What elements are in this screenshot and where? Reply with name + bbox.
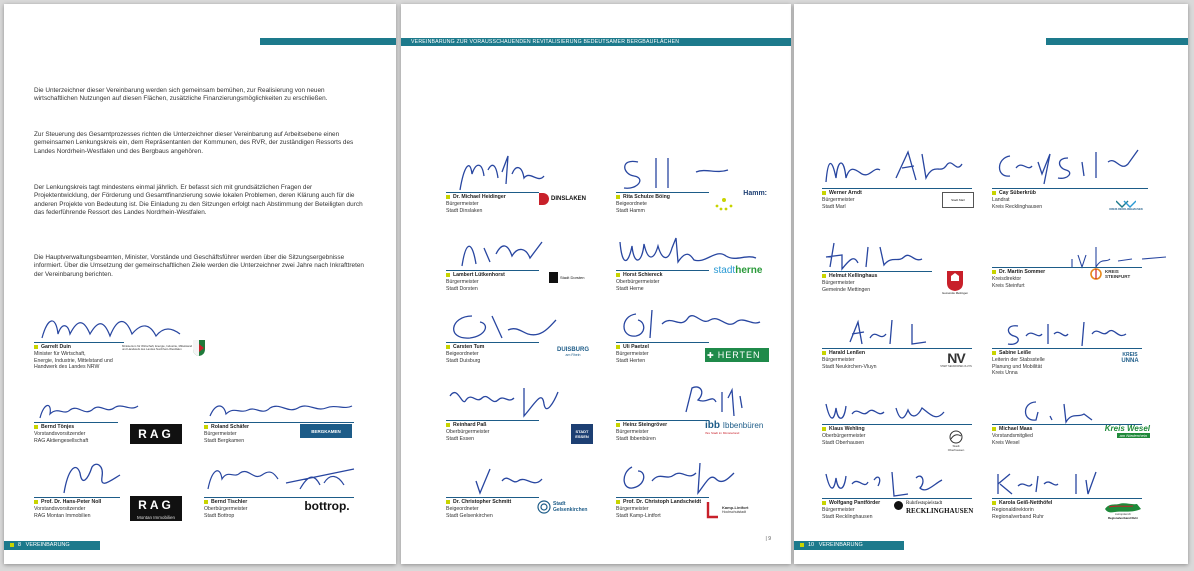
signature-block-maas: Michael Maas Vorstandsmitglied Kreis Wesel (992, 394, 1152, 458)
gelsenkirchen-rings-icon (537, 500, 551, 514)
document-page-9 (401, 4, 791, 564)
kreis-recklinghausen-waves-icon (1116, 198, 1136, 208)
signature-block-pass: Reinhard Paß Oberbürgermeister Stadt Essen (446, 382, 576, 442)
handwritten-signature (992, 144, 1152, 188)
bergkamen-logo: BERGKAMEN (300, 424, 352, 438)
handwritten-signature (616, 459, 766, 499)
handwritten-signature (204, 459, 364, 495)
signature-block-schaefer: Roland Schäfer Bürgermeister Stadt Bergkamen (204, 396, 364, 446)
recklinghausen-mask-icon (894, 501, 903, 510)
hamm-dots-icon (713, 194, 735, 212)
kamp-lintfort-logo: Kamp-Lintfort Hochschulstadt (706, 500, 768, 520)
signature-block-tum: Carsten Tum Beigeordneter Stadt Duisburg (446, 304, 576, 364)
signature-block-sommer: Dr. Martin Sommer Kreisdirektor Kreis Steinfurt (992, 239, 1172, 303)
top-accent-bar (260, 38, 396, 45)
paragraph-3: Der Lenkungskreis tagt mindestens einmal jährlich. Er befasst sich mit grundsätzlichen Fragen der Projektentwicklung, der Förderung und Gesamtfinanzierung sowie lokalen Problemen, deren Klärung auch für die anderen Projekte von Bedeutung ist. Die Einladung zu den Sitzungen erfolgt nach Abstimmung der Beteiligten durch das federführende Ressort des Landes Nordrhein-Westfalen. (34, 184, 363, 216)
handwritten-signature (822, 144, 972, 188)
paragraph-2: Zur Steuerung des Gesamtprozesses richten die Unterzeichner dieser Vereinbarung auf Arbeitsebene einen gemeinsamen Lenkungskreis ein, dem Repräsentanten der Kommunen, des RVR, der zuständigen Ressorts des Landes Nordrhein-Westfalen und des Bergbaus angehören. (34, 131, 354, 155)
oberhausen-swirl-icon (948, 430, 964, 444)
signatory-name: Garrelt Duin (34, 344, 113, 351)
signature-block-toenjes: Bernd Tönjes Vorstandsvorsitzender RAG Aktiengesellschaft (34, 396, 134, 446)
signature-block-kellinghaus: Helmut Kellinghaus Bürgermeister Gemeinde Mettingen (822, 239, 972, 303)
metropoleruhr-map-icon (1103, 501, 1143, 513)
signature-block-tischler: Bernd Tischler Oberbürgermeister Stadt Bottrop (204, 459, 364, 521)
ibbenbueren-logo: ibb Ibbenbüren Ihre Stadt im Münsterland (705, 419, 764, 435)
dorsten-logo: Stadt Dorsten (549, 270, 589, 284)
signature-block-steingroever: Heinz Steingröver Bürgermeister Stadt Ibbenbüren (616, 382, 766, 442)
signature-block-schulze-boeing: Rita Schulze Böing Beigeordnete Stadt Hamm (616, 154, 766, 214)
dinslaken-icon (539, 193, 549, 205)
kamp-lintfort-icon (706, 501, 720, 519)
signature-block-luetkenhorst: Lambert Lütkenhorst Bürgermeister Stadt Dorsten (446, 232, 576, 292)
kreis-wesel-logo: Kreis Wesel am Niederrhein (1104, 424, 1150, 438)
dorsten-crest-icon (549, 272, 558, 283)
regionalverband-ruhr-logo: metropoleruhr Regionalverband Ruhr (1099, 498, 1147, 522)
mettingen-crest-icon (947, 271, 963, 291)
kreis-recklinghausen-logo: KREIS RECKLINGHAUSEN (1106, 194, 1146, 214)
signature-block-sueberkrueb: Cay Süberkrüb Landrat Kreis Recklinghausen (992, 144, 1152, 214)
hamm-logo: Hamm: (711, 190, 767, 214)
herten-logo: ✚ HERTEN (705, 348, 769, 362)
handwritten-signature (822, 394, 972, 428)
signature-block-heidinger: Dr. Michael Heidinger Bürgermeister Stadt Dinslaken (446, 154, 576, 214)
herten-cross-icon: ✚ (707, 350, 715, 360)
duisburg-logo: DUISBURG am Rhein (556, 347, 589, 357)
ministry-logo: Ministerium für Wirtschaft, Energie, Industrie, Mittelstand und Handwerk des Landes Nordrhein-Westfalen (122, 343, 193, 351)
signature-block-schmitt: Dr. Christopher Schmitt Beigeordneter Stadt Gelsenkirchen (446, 459, 576, 519)
recklinghausen-logo: Ruhrfestspielstadt RECKLINGHAUSEN (894, 498, 984, 518)
essen-logo: STADT ESSEN (571, 424, 593, 444)
document-page-10 (794, 4, 1188, 564)
bottrop-logo: bottrop. (304, 499, 350, 513)
handwritten-signature (446, 459, 576, 499)
handwritten-signature (616, 382, 766, 422)
signature-block-wehling: Klaus Wehling Oberbürgermeister Stadt Oberhausen (822, 394, 972, 458)
signature-block-paetzel: Uli Paetzel Bürgermeister Stadt Herten (616, 304, 766, 364)
marl-logo: Stadt Marl (942, 192, 974, 208)
rag-montan-logo: RAG (130, 496, 182, 514)
document-page-8 (4, 4, 396, 564)
handwritten-signature (204, 396, 354, 424)
handwritten-signature (446, 382, 586, 422)
signature-block-schiereck: Horst Schiereck Oberbürgermeister Stadt Herne (616, 232, 766, 292)
gelsenkirchen-logo: Stadt Gelsenkirchen (537, 498, 595, 516)
signature-block-arndt: Werner Arndt Bürgermeister Stadt Marl (822, 144, 972, 214)
neukirchen-vluyn-logo: NV STADT NEUKIRCHEN-VLUYN (940, 349, 972, 368)
signature-block-leisse: Sabine Leiße Leiterin der Stabsstelle Planung und Mobilität Kreis Unna (992, 316, 1152, 386)
handwritten-signature (992, 466, 1142, 500)
mettingen-logo: Gemeinde Mettingen (939, 268, 971, 298)
kreis-unna-logo: KREIS UNNA (1121, 352, 1139, 364)
page-footer: 8 VEREINBARUNG (10, 541, 70, 550)
kreis-steinfurt-logo: KREIS STEINFURT (1089, 266, 1149, 282)
steinfurt-sun-icon (1089, 267, 1103, 281)
handwritten-signature (446, 304, 586, 344)
paragraph-1: Die Unterzeichner dieser Vereinbarung werden sich gemeinsam bemühen, zur Realisierung von neuen wirtschaftlichen Nutzungen auf diesen Flächen, zusätzliche Finanzierungsmöglichkeiten zu erschließen. (34, 87, 328, 103)
dinslaken-logo: DINSLAKEN (539, 192, 593, 206)
rag-logo: RAG (130, 424, 182, 444)
page-number: | 9 (765, 536, 771, 542)
signature-block-duin: Garrelt Duin Minister für Wirtschaft, Energie, Industrie, Mittelstand und Handwerk des Landes NRW (34, 312, 194, 382)
handwritten-signature (822, 316, 972, 350)
handwritten-signature (446, 232, 576, 272)
handwritten-signature (992, 316, 1142, 350)
handwritten-signature (446, 154, 576, 194)
page-footer: 10 VEREINBARUNG (800, 541, 863, 550)
handwritten-signature (34, 396, 144, 424)
running-header: VEREINBARUNG ZUR VORAUSSCHAUENDEN REVITALISIERUNG BEDEUTSAMER BERGBAUFLÄCHEN (411, 39, 680, 45)
handwritten-signature (616, 154, 766, 194)
signature-block-geiss-netthoefel: Karola Geiß-Netthöfel Regionaldirektorin Regionalverband Ruhr (992, 466, 1152, 530)
handwritten-signature (822, 466, 972, 500)
nrw-emblem-icon (192, 340, 206, 356)
oberhausen-logo: Stadt Oberhausen (944, 428, 968, 454)
signature-block-pantfoerder: Wolfgang Pantförder Bürgermeister Stadt Recklinghausen (822, 466, 992, 530)
top-accent-bar (1046, 38, 1188, 45)
signature-block-lenssen: Harald Lenßen Bürgermeister Stadt Neukirchen-Vluyn (822, 316, 972, 380)
handwritten-signature (616, 304, 766, 344)
paragraph-4: Die Hauptverwaltungsbeamten, Minister, Vorstände und Geschäftsführer werden über die Sitzungsergebnisse informiert. Über die Umsetzung der gemeinschaftlichen Ziele werden die Unterzeichner zwei Jahre nach Inkrafttreten der Vereinbarung berichten. (34, 254, 364, 278)
rag-montan-subtitle: Montan Immobilien (130, 514, 182, 521)
signature-block-landscheidt: Prof. Dr. Christoph Landscheidt Bürgermeister Stadt Kamp-Lintfort (616, 459, 766, 519)
signature-block-noll: Prof. Dr. Hans-Peter Noll Vorstandsvorsitzender RAG Montan Immobilien (34, 459, 134, 521)
handwritten-signature (34, 459, 134, 497)
herne-logo: stadt herne (713, 264, 763, 276)
